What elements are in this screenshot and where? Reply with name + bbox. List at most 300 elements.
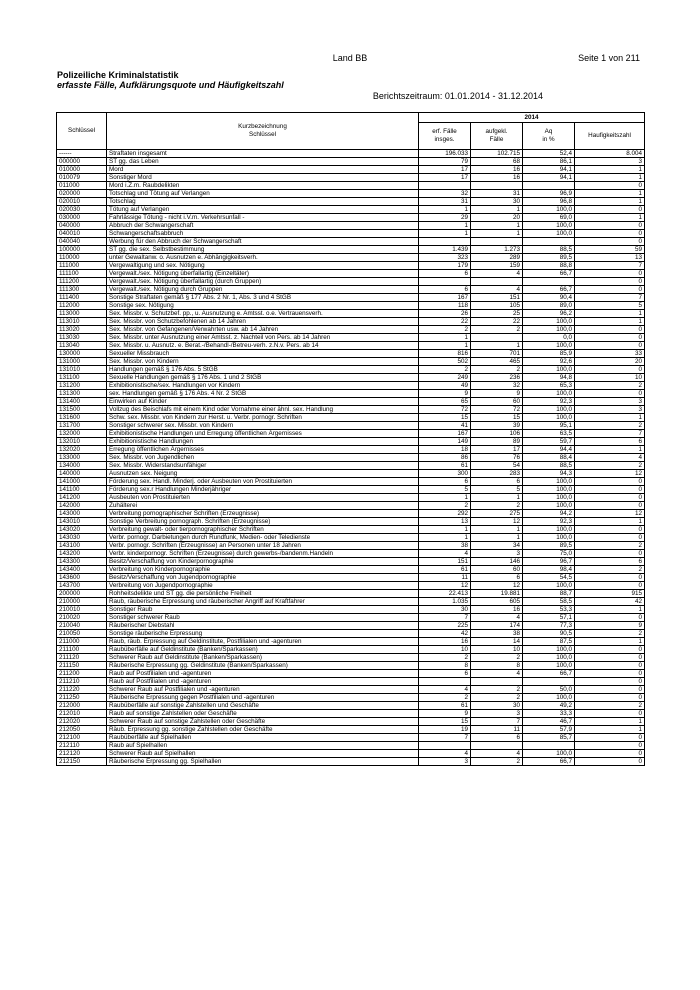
cell-clearance-rate: 95,1 — [523, 422, 575, 430]
cell-clearance-rate: 87,5 — [523, 638, 575, 646]
cell-solved: 283 — [471, 470, 523, 478]
cell-frequency: 1 — [575, 190, 645, 198]
cell-cases: 7 — [419, 614, 471, 622]
cell-clearance-rate: 33,3 — [523, 710, 575, 718]
cell-frequency: 1 — [575, 518, 645, 526]
cell-clearance-rate: 66,7 — [523, 758, 575, 766]
cell-clearance-rate: 96,2 — [523, 310, 575, 318]
cell-solved: 102.715 — [471, 150, 523, 158]
header-key: Schlüssel — [57, 113, 107, 150]
cell-clearance-rate: 89,5 — [523, 542, 575, 550]
cell-solved: 9 — [471, 390, 523, 398]
cell-clearance-rate: 100,0 — [523, 646, 575, 654]
table-row — [57, 646, 645, 654]
cell-description: Raub auf Spielhallen — [107, 742, 419, 750]
table-row — [57, 214, 645, 222]
cell-cases: 12 — [419, 582, 471, 590]
table-row — [57, 278, 645, 286]
table-row — [57, 518, 645, 526]
cell-solved: 465 — [471, 358, 523, 366]
cell-clearance-rate: 69,0 — [523, 214, 575, 222]
cell-description: Schwerer Raub auf Spielhallen — [107, 750, 419, 758]
cell-description: Schwerer Raub auf sonstige Zahlstellen oder Geschäfte — [107, 718, 419, 726]
cell-cases: 6 — [419, 478, 471, 486]
cell-clearance-rate: 96,9 — [523, 190, 575, 198]
cell-cases: 3 — [419, 758, 471, 766]
cell-description: Raubüberfälle auf Spielhallen — [107, 734, 419, 742]
table-row — [57, 686, 645, 694]
cell-clearance-rate: 92,6 — [523, 358, 575, 366]
cell-description: Schwerer Raub auf Geldinstitute (Banken/Sparkassen) — [107, 654, 419, 662]
cell-description: Sonstiger Raub — [107, 606, 419, 614]
cell-description: Sex. Missbr. u. Ausnutz. e. Berat.-/Behandl-/Betreu-verh. z.N.v. Pers. ab 14 — [107, 342, 419, 350]
cell-clearance-rate: 88,5 — [523, 246, 575, 254]
cell-frequency: 0 — [575, 710, 645, 718]
cell-clearance-rate: 94,2 — [523, 510, 575, 518]
cell-cases: 16 — [419, 638, 471, 646]
cell-cases: 5 — [419, 486, 471, 494]
cell-description: Mord i.Z.m. Raubdelikten — [107, 182, 419, 190]
cell-clearance-rate: 100,0 — [523, 582, 575, 590]
cell-clearance-rate: 100,0 — [523, 414, 575, 422]
cell-key: 211100 — [57, 646, 107, 654]
cell-description: Besitz/Verschaffung von Jugendpornographie — [107, 574, 419, 582]
header-description: Kurzbezeichnung Schlüssel — [107, 113, 419, 150]
cell-description: Räub. Erpressung gg. sonstige Zahlstellen oder Geschäfte — [107, 726, 419, 734]
cell-key: 211200 — [57, 670, 107, 678]
table-row — [57, 446, 645, 454]
table-row — [57, 574, 645, 582]
cell-clearance-rate: 66,7 — [523, 270, 575, 278]
cell-cases: 1 — [419, 494, 471, 502]
cell-key: 212150 — [57, 758, 107, 766]
cell-clearance-rate: 100,0 — [523, 318, 575, 326]
cell-cases: 19 — [419, 726, 471, 734]
cell-description: Erregung öffentlichen Ärgernisses — [107, 446, 419, 454]
cell-description: Räuberischer Diebstahl — [107, 622, 419, 630]
cell-description: Verbr. pornogr. Darbietungen durch Rundfunk, Medien- oder Teledienste — [107, 534, 419, 542]
cell-clearance-rate: 96,7 — [523, 558, 575, 566]
cell-cases: 225 — [419, 622, 471, 630]
cell-description: Förderung sex.r Handlungen Minderjähriger — [107, 486, 419, 494]
table-row — [57, 358, 645, 366]
table-row — [57, 430, 645, 438]
cell-cases: 118 — [419, 302, 471, 310]
cell-cases: 11 — [419, 574, 471, 582]
cell-cases: 7 — [419, 734, 471, 742]
cell-solved: 1.273 — [471, 246, 523, 254]
cell-cases: 1 — [419, 342, 471, 350]
cell-cases: 816 — [419, 350, 471, 358]
cell-frequency: 0 — [575, 662, 645, 670]
cell-cases: 9 — [419, 390, 471, 398]
cell-cases — [419, 742, 471, 750]
cell-key: 020000 — [57, 190, 107, 198]
cell-solved: 2 — [471, 366, 523, 374]
table-row — [57, 326, 645, 334]
cell-description: Förderung sex. Handl. Minderj. oder Ausbeuten von Prostituierten — [107, 478, 419, 486]
cell-key: 211120 — [57, 654, 107, 662]
cell-cases: 10 — [419, 646, 471, 654]
cell-frequency: 0 — [575, 694, 645, 702]
table-row — [57, 294, 645, 302]
cell-clearance-rate: 90,5 — [523, 630, 575, 638]
cell-solved: 68 — [471, 158, 523, 166]
cell-key: 212010 — [57, 710, 107, 718]
table-row — [57, 670, 645, 678]
cell-key: 132000 — [57, 430, 107, 438]
table-row — [57, 182, 645, 190]
cell-key: 131600 — [57, 414, 107, 422]
cell-description: Vergewaltigung und sex. Nötigung — [107, 262, 419, 270]
cell-frequency: 0 — [575, 230, 645, 238]
cell-solved: 605 — [471, 598, 523, 606]
cell-description: ST gg. die sex. Selbstbestimmung — [107, 246, 419, 254]
cell-clearance-rate: 58,5 — [523, 598, 575, 606]
cell-key: 132020 — [57, 446, 107, 454]
table-row — [57, 150, 645, 158]
cell-cases — [419, 678, 471, 686]
table-row — [57, 238, 645, 246]
table-row — [57, 726, 645, 734]
cell-solved: 12 — [471, 582, 523, 590]
cell-solved: 54 — [471, 462, 523, 470]
cell-solved: 2 — [471, 686, 523, 694]
cell-cases: 323 — [419, 254, 471, 262]
cell-cases: 167 — [419, 294, 471, 302]
cell-description: Raub auf Postfilialen und -agenturen — [107, 670, 419, 678]
cell-description: Totschlag — [107, 198, 419, 206]
cell-key: 143030 — [57, 534, 107, 542]
cell-solved: 34 — [471, 542, 523, 550]
cell-cases: 30 — [419, 606, 471, 614]
cell-key: 131200 — [57, 382, 107, 390]
cell-frequency: 1 — [575, 174, 645, 182]
cell-description: Vergewalt./sex. Nötigung überfallartig (Einzeltäter) — [107, 270, 419, 278]
cell-frequency: 2 — [575, 566, 645, 574]
cell-description: Sonstige Straftaten gemäß § 177 Abs. 2 Nr. 1, Abs. 3 und 4 StGB — [107, 294, 419, 302]
table-row — [57, 198, 645, 206]
cell-cases: 29 — [419, 214, 471, 222]
cell-key: 131700 — [57, 422, 107, 430]
cell-frequency: 0 — [575, 534, 645, 542]
cell-clearance-rate: 100,0 — [523, 366, 575, 374]
cell-clearance-rate: 100,0 — [523, 534, 575, 542]
cell-solved: 4 — [471, 286, 523, 294]
cell-key: 111200 — [57, 278, 107, 286]
cell-key: 211210 — [57, 678, 107, 686]
cell-cases: 1 — [419, 230, 471, 238]
cell-frequency: 0 — [575, 502, 645, 510]
cell-key: 143700 — [57, 582, 107, 590]
cell-frequency: 1 — [575, 638, 645, 646]
table-row — [57, 350, 645, 358]
cell-clearance-rate: 100,0 — [523, 222, 575, 230]
cell-key: 113000 — [57, 310, 107, 318]
table-row — [57, 590, 645, 598]
cell-clearance-rate: 54,5 — [523, 574, 575, 582]
header-frequency: Haufigkeitszahl — [575, 123, 645, 150]
header-solved: aufgekl. Fälle — [471, 123, 523, 150]
cell-description: Mord — [107, 166, 419, 174]
cell-description: Sonstige räuberische Erpressung — [107, 630, 419, 638]
cell-solved: 4 — [471, 670, 523, 678]
cell-key: 040000 — [57, 222, 107, 230]
table-row — [57, 502, 645, 510]
cell-frequency: 4 — [575, 454, 645, 462]
cell-description: Raub auf Postfilialen und -agenturen — [107, 678, 419, 686]
cell-solved: 8 — [471, 662, 523, 670]
cell-frequency: 0 — [575, 734, 645, 742]
cell-solved: 30 — [471, 198, 523, 206]
cell-solved: 146 — [471, 558, 523, 566]
cell-solved: 22 — [471, 318, 523, 326]
cell-frequency: 12 — [575, 510, 645, 518]
cell-key: 040010 — [57, 230, 107, 238]
cell-key: 011000 — [57, 182, 107, 190]
cell-description: Raub, räub. Erpressung auf Geldinstitute, Postfilialen und -agenturen — [107, 638, 419, 646]
table-row — [57, 478, 645, 486]
cell-frequency: 0 — [575, 750, 645, 758]
cell-cases: 86 — [419, 454, 471, 462]
cell-clearance-rate: 89,5 — [523, 254, 575, 262]
cell-clearance-rate: 100,0 — [523, 694, 575, 702]
cell-cases: 17 — [419, 174, 471, 182]
cell-description: Sex. Missbr. von Kindern — [107, 358, 419, 366]
cell-clearance-rate: 57,9 — [523, 726, 575, 734]
table-row — [57, 230, 645, 238]
cell-description: Abbruch der Schwangerschaft — [107, 222, 419, 230]
table-row — [57, 366, 645, 374]
table-row — [57, 486, 645, 494]
cell-description: Totschlag und Tötung auf Verlangen — [107, 190, 419, 198]
cell-cases: 18 — [419, 446, 471, 454]
table-row — [57, 166, 645, 174]
cell-cases: 1.439 — [419, 246, 471, 254]
cell-clearance-rate: 88,8 — [523, 262, 575, 270]
cell-key: 143010 — [57, 518, 107, 526]
cell-key: 133000 — [57, 454, 107, 462]
cell-frequency: 59 — [575, 246, 645, 254]
cell-cases: 151 — [419, 558, 471, 566]
cell-solved: 2 — [471, 654, 523, 662]
cell-frequency: 13 — [575, 254, 645, 262]
cell-description: Sex. Missbr. von Schutzbefohlenen ab 14 Jahren — [107, 318, 419, 326]
cell-description: Verbreitung pornographischer Schriften (Erzeugnisse) — [107, 510, 419, 518]
cell-solved: 159 — [471, 262, 523, 270]
table-row — [57, 510, 645, 518]
cell-cases: 179 — [419, 262, 471, 270]
cell-key: 010079 — [57, 174, 107, 182]
table-row — [57, 550, 645, 558]
cell-clearance-rate: 63,5 — [523, 430, 575, 438]
cell-clearance-rate: 100,0 — [523, 486, 575, 494]
cell-cases: 167 — [419, 430, 471, 438]
cell-cases: 4 — [419, 686, 471, 694]
cell-clearance-rate: 53,3 — [523, 606, 575, 614]
cell-key: 112000 — [57, 302, 107, 310]
cell-clearance-rate: 100,0 — [523, 406, 575, 414]
cell-frequency: 20 — [575, 358, 645, 366]
cell-frequency: 6 — [575, 438, 645, 446]
cell-solved: 1 — [471, 222, 523, 230]
cell-cases: 61 — [419, 462, 471, 470]
cell-description: Räuberische Erpressung gg. Spielhallen — [107, 758, 419, 766]
cell-cases: 32 — [419, 190, 471, 198]
cell-frequency: 0 — [575, 670, 645, 678]
cell-solved: 89 — [471, 438, 523, 446]
cell-clearance-rate: 100,0 — [523, 750, 575, 758]
state-label: Land BB — [332, 53, 368, 63]
cell-description: Tötung auf Verlangen — [107, 206, 419, 214]
cell-clearance-rate: 92,3 — [523, 518, 575, 526]
cell-key: 111300 — [57, 286, 107, 294]
cell-cases: 2 — [419, 326, 471, 334]
cell-description: Raubüberfälle auf Geldinstitute (Banken/Sparkassen) — [107, 646, 419, 654]
cell-frequency: 8.004 — [575, 150, 645, 158]
cell-key: 113020 — [57, 326, 107, 334]
cell-solved: 2 — [471, 326, 523, 334]
cell-solved: 2 — [471, 502, 523, 510]
cell-solved — [471, 334, 523, 342]
cell-solved — [471, 742, 523, 750]
cell-cases: 1 — [419, 222, 471, 230]
cell-description: Sonstiger schwerer sex. Missbr. von Kindern — [107, 422, 419, 430]
reporting-period: Berichtszeitraum: 01.01.2014 - 31.12.2014 — [372, 91, 543, 101]
cell-key: 020030 — [57, 206, 107, 214]
cell-solved — [471, 238, 523, 246]
cell-solved: 15 — [471, 414, 523, 422]
cell-frequency: 2 — [575, 382, 645, 390]
cell-description: Schwangerschaftsabbruch — [107, 230, 419, 238]
cell-solved: 16 — [471, 166, 523, 174]
cell-cases: 6 — [419, 286, 471, 294]
cell-solved: 275 — [471, 510, 523, 518]
table-row — [57, 654, 645, 662]
cell-clearance-rate: 100,0 — [523, 342, 575, 350]
cell-clearance-rate: 96,8 — [523, 198, 575, 206]
cell-frequency: 3 — [575, 158, 645, 166]
cell-solved: 16 — [471, 174, 523, 182]
cell-description: Verbr. kinderpornogr. Schriften (Erzeugnisse) durch gewerbs-/bandenm.Handeln — [107, 550, 419, 558]
cell-cases: 22.413 — [419, 590, 471, 598]
cell-cases: 2 — [419, 502, 471, 510]
cell-frequency: 33 — [575, 350, 645, 358]
cell-key: 143000 — [57, 510, 107, 518]
table-row — [57, 494, 645, 502]
cell-key: 131400 — [57, 398, 107, 406]
cell-description: Werbung für den Abbruch der Schwangerschaft — [107, 238, 419, 246]
cell-cases: 15 — [419, 414, 471, 422]
cell-solved: 289 — [471, 254, 523, 262]
cell-description: Sonstiger Mord — [107, 174, 419, 182]
cell-clearance-rate — [523, 678, 575, 686]
table-row — [57, 286, 645, 294]
cell-description: Vollzug des Beischlafs mit einem Kind oder Vornahme einer ähnl. sex. Handlung — [107, 406, 419, 414]
cell-key: 113010 — [57, 318, 107, 326]
cell-description: Exhibitionistische/sex. Handlungen vor Kindern — [107, 382, 419, 390]
cell-solved: 4 — [471, 750, 523, 758]
cell-frequency: 0 — [575, 614, 645, 622]
cell-description: Sex. Missbr. von Jugendlichen — [107, 454, 419, 462]
cell-frequency: 0 — [575, 478, 645, 486]
cell-key: 134000 — [57, 462, 107, 470]
cell-solved: 17 — [471, 446, 523, 454]
cell-key: 100000 — [57, 246, 107, 254]
cell-description: Sexueller Missbrauch — [107, 350, 419, 358]
cell-solved: 2 — [471, 758, 523, 766]
cell-solved: 14 — [471, 638, 523, 646]
cell-frequency: 0 — [575, 742, 645, 750]
cell-frequency: 0 — [575, 238, 645, 246]
table-row — [57, 606, 645, 614]
cell-frequency: 2 — [575, 542, 645, 550]
cell-frequency: 1 — [575, 606, 645, 614]
cell-description: Zuhälterei — [107, 502, 419, 510]
cell-solved: 31 — [471, 190, 523, 198]
cell-frequency: 2 — [575, 422, 645, 430]
cell-cases: 502 — [419, 358, 471, 366]
cell-solved: 39 — [471, 422, 523, 430]
cell-key: 210010 — [57, 606, 107, 614]
cell-solved: 25 — [471, 310, 523, 318]
cell-solved: 16 — [471, 606, 523, 614]
cell-clearance-rate — [523, 238, 575, 246]
cell-description: Einwirken auf Kinder — [107, 398, 419, 406]
table-row — [57, 222, 645, 230]
cell-solved: 4 — [471, 614, 523, 622]
cell-clearance-rate: 100,0 — [523, 654, 575, 662]
cell-key: 143300 — [57, 558, 107, 566]
cell-description: sex. Handlungen gemäß § 176 Abs. 4 Nr. 2 StGB — [107, 390, 419, 398]
cell-description: Raubüberfälle auf sonstige Zahlstellen und Geschäfte — [107, 702, 419, 710]
cell-key: 212020 — [57, 718, 107, 726]
cell-key: 131300 — [57, 390, 107, 398]
cell-frequency: 0 — [575, 550, 645, 558]
table-row — [57, 382, 645, 390]
table-row — [57, 246, 645, 254]
cell-key: 113040 — [57, 342, 107, 350]
cell-solved: 72 — [471, 406, 523, 414]
cell-key: 212110 — [57, 742, 107, 750]
cell-clearance-rate: 46,7 — [523, 718, 575, 726]
cell-clearance-rate — [523, 278, 575, 286]
cell-cases: 1 — [419, 206, 471, 214]
cell-cases: 13 — [419, 518, 471, 526]
table-row — [57, 582, 645, 590]
cell-solved: 6 — [471, 478, 523, 486]
table-row — [57, 750, 645, 758]
cell-description: Vergewalt./sex. Nötigung durch Gruppen — [107, 286, 419, 294]
cell-solved: 2 — [471, 694, 523, 702]
cell-frequency: 1 — [575, 310, 645, 318]
cell-key: 131500 — [57, 406, 107, 414]
cell-cases: 41 — [419, 422, 471, 430]
cell-cases — [419, 278, 471, 286]
cell-clearance-rate: 75,0 — [523, 550, 575, 558]
cell-description: Sex. Missbr. von Gefangenen/Verwahrten usw. ab 14 Jahren — [107, 326, 419, 334]
cell-key: 130000 — [57, 350, 107, 358]
table-row — [57, 742, 645, 750]
cell-description: Exhibitionistische Handlungen — [107, 438, 419, 446]
cell-frequency: 2 — [575, 630, 645, 638]
cell-cases: 31 — [419, 198, 471, 206]
cell-frequency: 1 — [575, 214, 645, 222]
cell-description: ST gg. das Leben — [107, 158, 419, 166]
cell-clearance-rate: 98,4 — [523, 566, 575, 574]
cell-cases: 26 — [419, 310, 471, 318]
cell-clearance-rate: 92,3 — [523, 398, 575, 406]
